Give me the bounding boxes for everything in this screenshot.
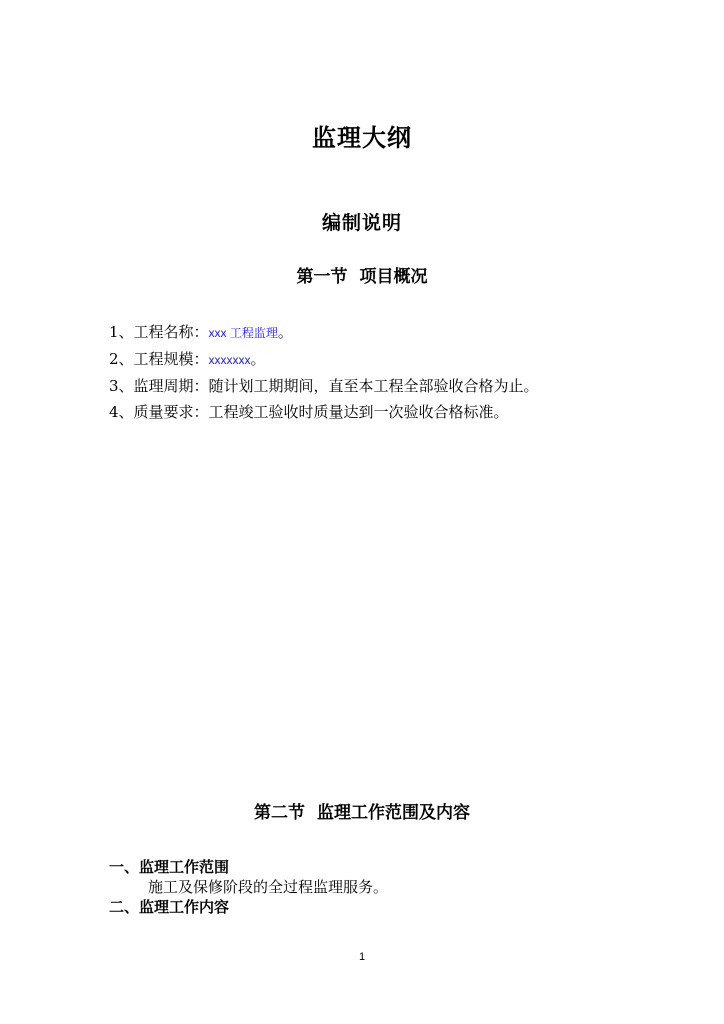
item-value: xxxxxxx (208, 353, 251, 367)
section-1-number: 第一节 (296, 267, 348, 287)
section-2-title: 监理工作范围及内容 (317, 803, 470, 823)
section-2-heading (0, 798, 724, 823)
section-1-heading (0, 262, 724, 287)
item-suffix: 。 (277, 323, 293, 341)
scope-paragraph: 施工及保修阶段的全过程监理服务。 (148, 878, 389, 896)
item-value: xxx 工程监理 (208, 326, 278, 340)
list-item-project-scale (109, 349, 266, 370)
list-item-project-name (109, 322, 293, 343)
section-2-number: 第二节 (254, 803, 305, 823)
list-item-supervision-period: 3、监理周期：随计划工期期间，直至本工程全部验收合格为止。 (109, 377, 539, 395)
page-number: 1 (358, 951, 366, 963)
section-1-title: 项目概况 (359, 267, 428, 287)
item-label: 2、工程规模： (109, 350, 209, 368)
document-subtitle: 编制说明 (321, 212, 402, 234)
content-heading: 二、监理工作内容 (109, 898, 230, 916)
document-title: 监理大纲 (312, 124, 412, 152)
item-label: 1、工程名称： (109, 323, 209, 341)
scope-heading: 一、监理工作范围 (109, 858, 230, 876)
item-suffix: 。 (250, 350, 266, 368)
list-item-quality-requirement: 4、质量要求：工程竣工验收时质量达到一次验收合格标准。 (109, 403, 509, 421)
